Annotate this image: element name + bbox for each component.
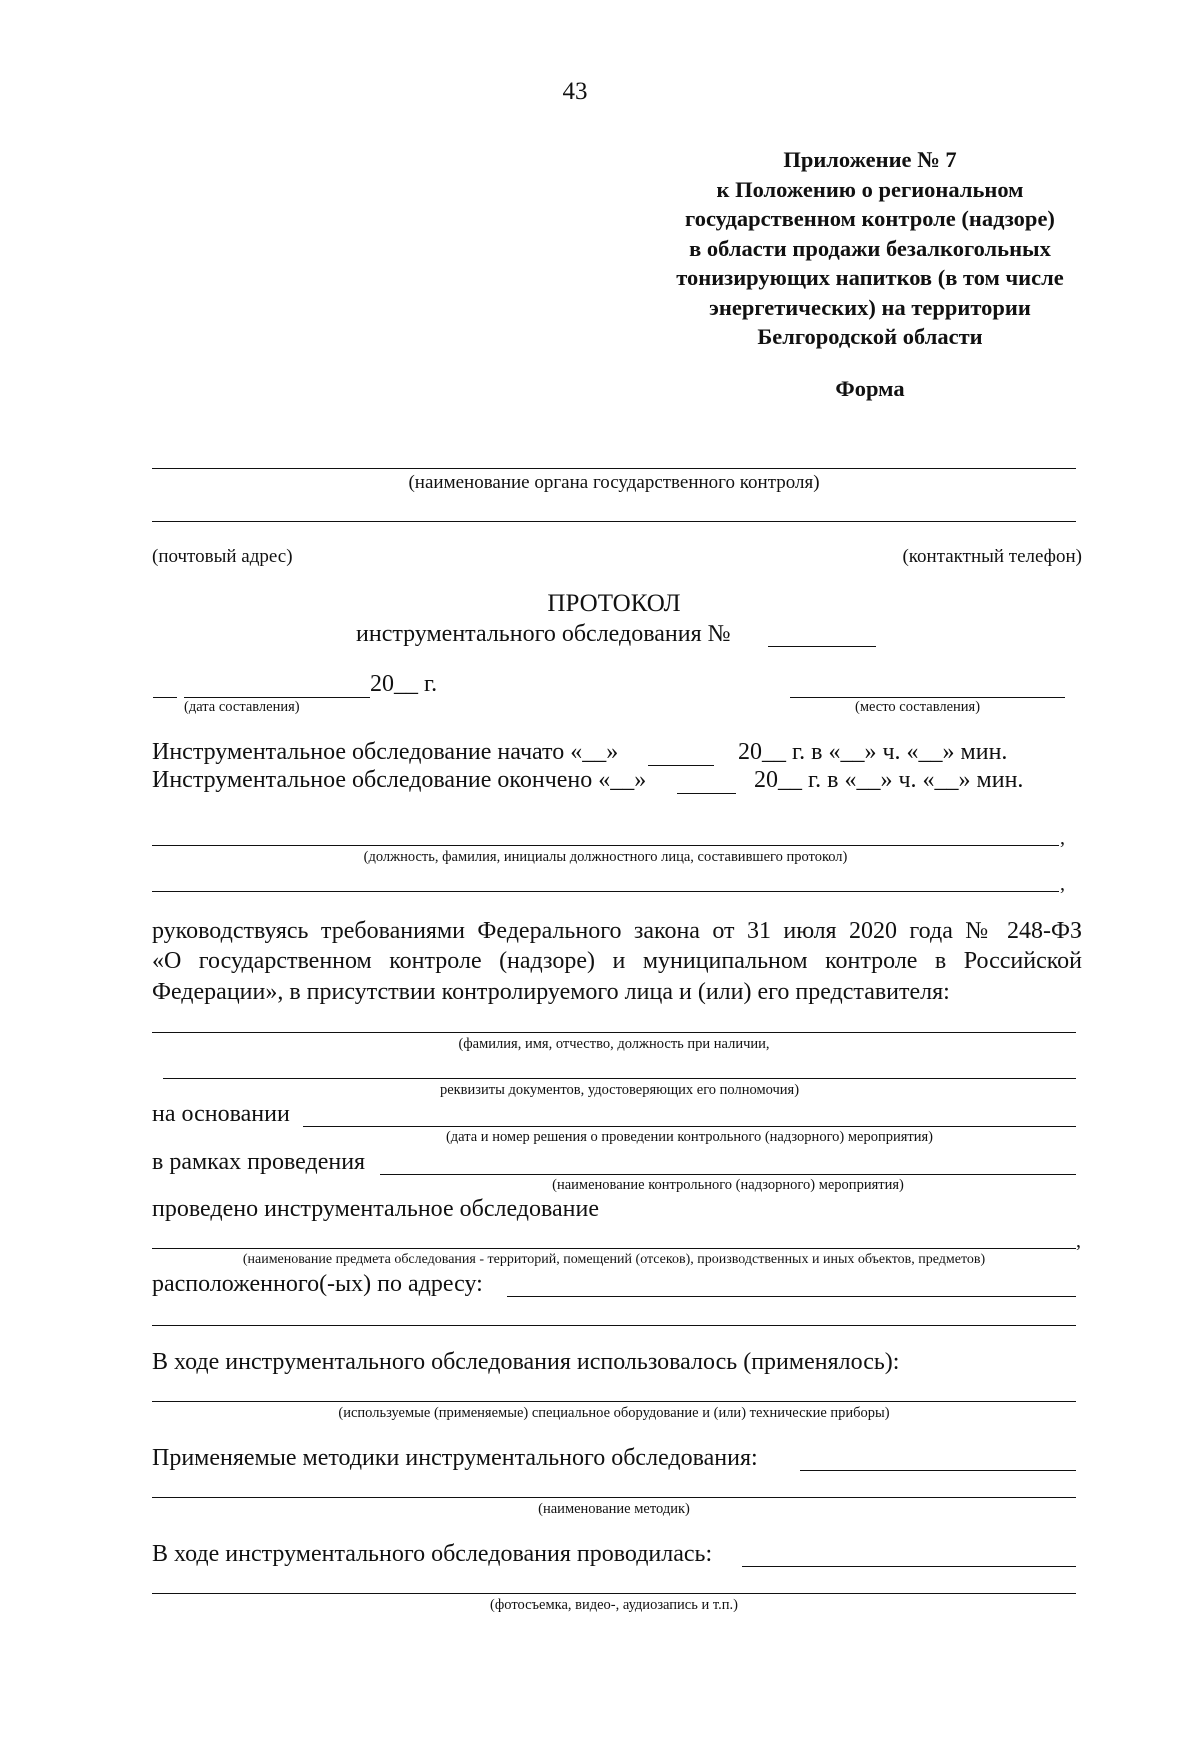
end-month-line: [677, 793, 736, 794]
date-month-line: [184, 697, 370, 698]
start-label: Инструментальное обследование начато «__»: [152, 739, 619, 765]
person-caption-1: (фамилия, имя, отчество, должность при наличии,: [458, 1036, 770, 1052]
protocol-subtitle: инструментального обследования №: [356, 621, 731, 647]
official-comma-1: ,: [1060, 827, 1065, 849]
body-paragraph-line-1: руководствуясь требованиями Федерального закона от 31 июля 2020 года № 248-ФЗ: [152, 918, 1082, 944]
person-line-1: [152, 1032, 1076, 1033]
within-label: в рамках проведения: [152, 1149, 366, 1175]
appendix-line: энергетических) на территории: [709, 294, 1031, 320]
appendix-line: государственном контроле (надзоре): [685, 206, 1055, 231]
basis-label: на основании: [152, 1101, 290, 1127]
appendix-line: в области продажи безалкогольных: [689, 235, 1051, 261]
start-time-rest: 20__ г. в «__» ч. «__» мин.: [738, 739, 1008, 765]
address-line-2: [152, 1325, 1076, 1326]
end-time-rest: 20__ г. в «__» ч. «__» мин.: [754, 767, 1024, 793]
date-day-line: [153, 697, 177, 698]
recorded-line-1: [742, 1566, 1076, 1567]
official-line-2: [152, 891, 1059, 892]
basis-caption: (дата и номер решения о проведении контрольного (надзорного) мероприятия): [445, 1129, 934, 1145]
basis-line: [303, 1126, 1076, 1127]
within-caption: (наименование контрольного (надзорного) мероприятия): [552, 1177, 904, 1193]
appendix-header: [600, 145, 1140, 352]
contact-phone-caption: (контактный телефон): [902, 546, 1082, 567]
subject-comma: ,: [1076, 1230, 1081, 1252]
within-line: [380, 1174, 1076, 1175]
place-line: [790, 697, 1065, 698]
organ-caption: (наименование органа государственного контроля): [408, 472, 820, 493]
appendix-line: к Положению о региональном: [716, 176, 1024, 202]
recorded-label: В ходе инструментального обследования проводилась:: [152, 1541, 713, 1567]
recorded-line-2: [152, 1593, 1076, 1594]
address-label: расположенного(-ых) по адресу:: [152, 1271, 483, 1297]
conducted-label: проведено инструментальное обследование: [152, 1196, 599, 1222]
organ-name-line: [152, 468, 1076, 469]
appendix-line: Приложение № 7: [783, 147, 957, 172]
subject-line: [152, 1248, 1076, 1249]
used-caption: (используемые (применяемые) специальное оборудование и (или) технические приборы): [338, 1405, 890, 1421]
appendix-line: тонизирующих напитков (в том числе: [676, 265, 1064, 290]
methods-line-1: [800, 1470, 1076, 1471]
postal-address-caption: (почтовый адрес): [152, 546, 293, 567]
organ-name-line-2: [152, 521, 1076, 522]
methods-label: Применяемые методики инструментального обследования:: [152, 1445, 758, 1471]
person-caption-2: реквизиты документов, удостоверяющих его полномочия): [439, 1082, 800, 1098]
end-label: Инструментальное обследование окончено «__»: [152, 767, 647, 793]
methods-caption: (наименование методик): [538, 1501, 690, 1517]
used-label: В ходе инструментального обследования использовалось (применялось):: [152, 1349, 900, 1375]
person-line-2: [163, 1078, 1076, 1079]
body-paragraph-line-2: «О государственном контроле (надзоре) и муниципальном контроле в Российской: [152, 948, 1082, 974]
body-paragraph-line-3: Федерации», в присутствии контролируемого лица и (или) его представителя:: [152, 979, 950, 1005]
date-year: 20__ г.: [370, 671, 438, 697]
methods-line-2: [152, 1497, 1076, 1498]
official-line-1: [152, 845, 1059, 846]
appendix-line: Белгородской области: [757, 324, 983, 349]
date-caption: (дата составления): [184, 699, 300, 715]
official-caption: (должность, фамилия, инициалы должностного лица, составившего протокол): [363, 849, 848, 865]
recorded-caption: (фотосъемка, видео-, аудиозапись и т.п.): [490, 1597, 738, 1613]
start-month-line: [648, 765, 714, 766]
protocol-number-line: [768, 646, 876, 647]
page-number: 43: [562, 78, 588, 105]
official-comma-2: ,: [1060, 873, 1065, 895]
address-line-1: [507, 1296, 1076, 1297]
form-label: Форма: [835, 376, 905, 401]
subject-caption: (наименование предмета обследования - территорий, помещений (отсеков), производственных и иных объектов, предметов): [242, 1252, 986, 1267]
protocol-title: ПРОТОКОЛ: [547, 590, 681, 617]
place-caption: (место составления): [855, 699, 981, 715]
used-line: [152, 1401, 1076, 1402]
